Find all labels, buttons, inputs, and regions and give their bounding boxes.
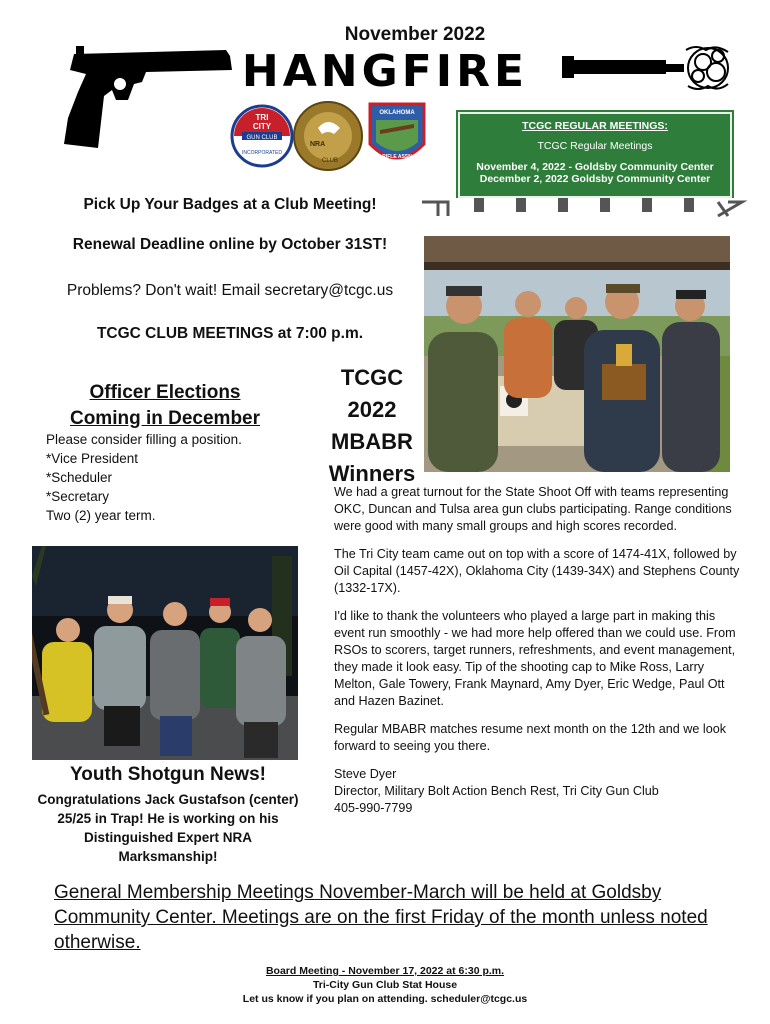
- officer-heading-line: Coming in December: [69, 408, 261, 429]
- youth-shotgun-text: Congratulations Jack Gustafson (center) 25/25 in Trap! He is working on his Distinguished Expert NRA Marksmanship!: [37, 792, 299, 864]
- regular-meetings-sign: [458, 112, 732, 198]
- mbabr-heading-line: MBABR: [331, 429, 413, 454]
- sign-meeting-date: November 4, 2022 - Goldsby Community Center: [476, 161, 714, 173]
- officer-line: Two (2) year term.: [46, 508, 156, 523]
- mbabr-winners-photo: [424, 236, 730, 472]
- article-paragraph: We had a great turnout for the State Shoot Off with teams representing OKC, Duncan and Tulsa area gun clubs participating. Range conditions were good with many small groups and high scores recorded.: [334, 485, 732, 533]
- officer-line: *Secretary: [46, 489, 110, 504]
- board-meeting-rsvp: Let us know if you plan on attending. scheduler@tcgc.us: [242, 993, 528, 1005]
- officer-line: *Vice President: [46, 451, 139, 466]
- officer-elections-text: [46, 430, 306, 525]
- svg-text:NRA: NRA: [310, 141, 326, 148]
- svg-text:RIFLE ASSN: RIFLE ASSN: [382, 154, 412, 160]
- sign-meeting-date: December 2, 2022 Goldsby Community Center: [479, 173, 711, 185]
- newsletter-title: HANGFIRE: [241, 46, 529, 97]
- svg-text:CLUB: CLUB: [322, 158, 339, 164]
- issue-date: November 2022: [344, 24, 486, 45]
- club-logos: [230, 100, 426, 172]
- mbabr-winners-heading: [322, 362, 422, 490]
- board-meeting-footer: [200, 964, 570, 1006]
- rifle-icon: [558, 40, 738, 96]
- mbabr-heading-line: 2022: [347, 397, 397, 422]
- general-membership-notice: General Membership Meetings November-March will be held at Goldsby Community Center. Meetings are on the first Friday of the month unless noted otherwise.: [54, 882, 708, 953]
- board-meeting-location: Tri-City Gun Club Stat House: [312, 979, 458, 991]
- nra-logo: [294, 102, 362, 170]
- article-paragraph: The Tri City team came out on top with a score of 1474-41X, followed by Oil Capital (1457-42X), Oklahoma City (1439-34X) and Stephens County (1332-17X).: [334, 547, 740, 595]
- svg-text:CITY: CITY: [252, 122, 272, 131]
- article-paragraph: I'd like to thank the volunteers who played a large part in making this event run smoothly - we had more help offered than we could use. From RSOs to scorers, target runners, refreshments, and event management, they made it look easy. Tip of the shooting cap to Mike Ross, Larry Melton, Gale Towery, Frank Maynard, Amy Dyer, Eric Wedge, Paul Ott and Hazen Bazinet.: [334, 609, 736, 708]
- signature-name: Steve Dyer: [334, 767, 397, 781]
- tri-city-logo: [232, 106, 292, 166]
- mbabr-article: [334, 484, 746, 817]
- signature-title: Director, Military Bolt Action Bench Rest, Tri City Gun Club: [334, 784, 659, 798]
- officer-line: *Scheduler: [46, 470, 113, 485]
- svg-text:INCORPORATED: INCORPORATED: [242, 150, 282, 156]
- svg-text:OKLAHOMA: OKLAHOMA: [379, 110, 415, 116]
- svg-text:TRI: TRI: [255, 113, 269, 122]
- mbabr-heading-line: TCGC: [340, 365, 404, 390]
- oklahoma-rifle-logo: [370, 104, 424, 160]
- article-paragraph: Regular MBABR matches resume next month on the 12th and we look forward to seeing you there.: [334, 722, 727, 753]
- club-meetings-notice: TCGC CLUB MEETINGS at 7:00 p.m.: [96, 325, 364, 342]
- problems-notice: Problems? Don't wait! Email secretary@tcgc.us: [66, 282, 394, 299]
- sign-header: TCGC REGULAR MEETINGS:: [522, 120, 668, 132]
- svg-text:GUN CLUB: GUN CLUB: [246, 135, 278, 141]
- officer-elections-heading: [50, 380, 280, 432]
- revolver-icon: [56, 40, 236, 150]
- sign-subheader: TCGC Regular Meetings: [537, 140, 653, 152]
- signature-phone: 405-990-7799: [334, 801, 413, 815]
- officer-line: Please consider filling a position.: [46, 432, 242, 447]
- badges-notice: Pick Up Your Badges at a Club Meeting!: [83, 196, 377, 213]
- youth-shotgun-heading: Youth Shotgun News!: [70, 764, 266, 785]
- board-meeting-line: Board Meeting - November 17, 2022 at 6:30 p.m.: [265, 965, 505, 977]
- mbabr-heading-line: Winners: [328, 461, 416, 486]
- officer-heading-line: Officer Elections: [89, 382, 241, 403]
- renewal-notice: Renewal Deadline online by October 31ST!: [72, 236, 388, 253]
- sign-posts: [418, 198, 748, 220]
- youth-shotgun-photo: [32, 546, 298, 760]
